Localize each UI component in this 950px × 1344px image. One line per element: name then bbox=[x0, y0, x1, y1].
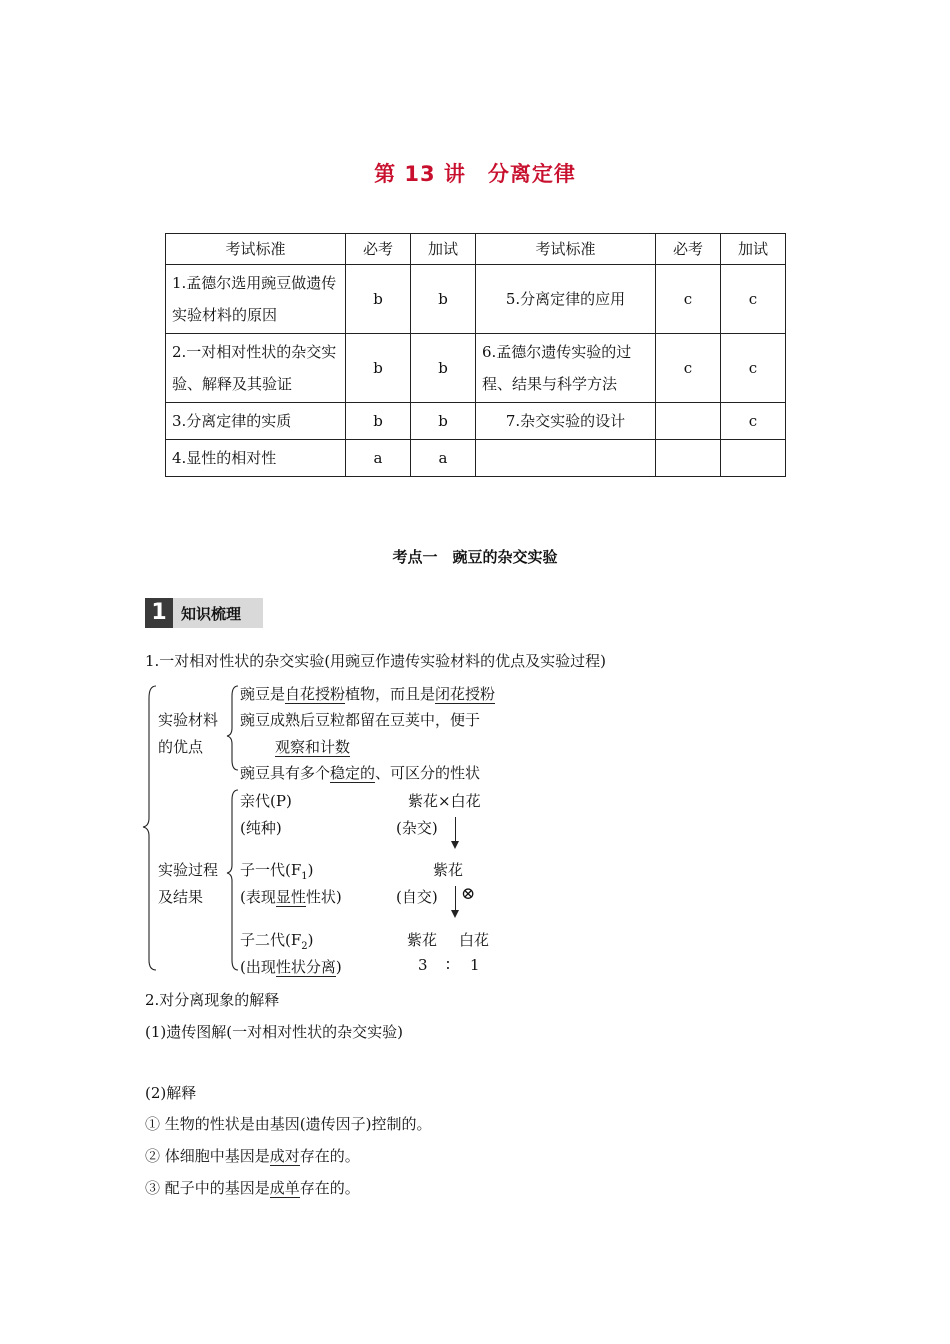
badge-label: 知识梳理 bbox=[181, 604, 242, 623]
table-header: 加试 bbox=[721, 234, 786, 265]
fill-blank: 闭花授粉 bbox=[435, 685, 496, 703]
table-cell: c bbox=[656, 265, 721, 334]
f2-purple: 紫花 bbox=[407, 931, 438, 949]
table-cell: 1.孟德尔选用豌豆做遗传实验材料的原因 bbox=[166, 265, 346, 334]
explanation-3: ③ 配子中的基因是成单存在的。 bbox=[145, 1179, 360, 1197]
table-cell bbox=[656, 440, 721, 477]
f1-result: 紫花 bbox=[433, 861, 464, 879]
table-cell: c bbox=[721, 334, 786, 403]
parent-note: (纯种) bbox=[240, 819, 282, 837]
table-cell: b bbox=[411, 265, 476, 334]
table-cell: c bbox=[721, 265, 786, 334]
advantage-2: 豌豆成熟后豆粒都留在豆荚中，便于 bbox=[240, 711, 481, 729]
exam-standards-table bbox=[165, 233, 786, 477]
badge-number: 1 bbox=[145, 598, 173, 628]
table-cell bbox=[476, 440, 656, 477]
table-cell: b bbox=[411, 334, 476, 403]
table-cell: 3.分离定律的实质 bbox=[166, 403, 346, 440]
table-header: 必考 bbox=[656, 234, 721, 265]
table-header: 考试标准 bbox=[166, 234, 346, 265]
process-label-line1: 实验过程 bbox=[158, 861, 219, 879]
selfing-symbol-icon: ⊗ bbox=[461, 884, 476, 904]
f2-note: (出现性状分离) bbox=[240, 958, 342, 976]
table-header: 加试 bbox=[411, 234, 476, 265]
fill-blank: 性状分离 bbox=[275, 958, 336, 976]
fill-blank: 稳定的 bbox=[330, 764, 376, 782]
parent-cross: 紫花×白花 bbox=[408, 792, 481, 810]
f2-label: 子二代$(F_2)$ bbox=[240, 931, 314, 952]
table-header-row bbox=[166, 234, 786, 265]
f1-note: (表现显性性状) bbox=[240, 888, 342, 906]
table-cell: 6.孟德尔遗传实验的过程、结果与科学方法 bbox=[476, 334, 656, 403]
advantage-3: 豌豆具有多个稳定的、可区分的性状 bbox=[240, 764, 481, 782]
process-label-line2: 及结果 bbox=[158, 888, 204, 906]
cross-operation: (杂交) bbox=[396, 819, 438, 837]
table-cell: 2.一对相对性状的杂交实验、解释及其验证 bbox=[166, 334, 346, 403]
table-cell: a bbox=[411, 440, 476, 477]
table-cell: 5.分离定律的应用 bbox=[476, 265, 656, 334]
page-title: 第 13 讲 分离定律 bbox=[374, 162, 576, 186]
arrow-down-icon bbox=[455, 817, 456, 847]
knowledge-badge bbox=[145, 598, 263, 628]
advantages-label-line1: 实验材料 bbox=[158, 711, 219, 729]
ratio-3: 3 bbox=[418, 956, 428, 974]
process-brace bbox=[227, 790, 238, 970]
item-1-heading: 1.一对相对性状的杂交实验(用豌豆作遗传实验材料的优点及实验过程) bbox=[145, 652, 607, 670]
item-2-1: (1)遗传图解(一对相对性状的杂交实验) bbox=[145, 1023, 403, 1041]
ratio-1: 1 bbox=[470, 956, 480, 974]
item-2-heading: 2.对分离现象的解释 bbox=[145, 991, 280, 1009]
table-header: 必考 bbox=[346, 234, 411, 265]
advantages-label-line2: 的优点 bbox=[158, 738, 204, 756]
table-row bbox=[166, 265, 786, 334]
table-row bbox=[166, 440, 786, 477]
ratio-colon: ∶ bbox=[446, 956, 450, 974]
table-cell: b bbox=[346, 334, 411, 403]
table-cell: b bbox=[346, 403, 411, 440]
item-2-2: (2)解释 bbox=[145, 1084, 197, 1102]
f2-white: 白花 bbox=[459, 931, 490, 949]
table-row bbox=[166, 403, 786, 440]
table-header: 考试标准 bbox=[476, 234, 656, 265]
table-cell bbox=[721, 440, 786, 477]
fill-blank: 显性 bbox=[275, 888, 306, 906]
self-operation: (自交) bbox=[396, 888, 438, 906]
parent-label: 亲代(P) bbox=[240, 792, 292, 810]
f1-label: 子一代$(F_1)$ bbox=[240, 861, 314, 882]
advantages-brace bbox=[227, 686, 238, 770]
fill-blank: 观察和计数 bbox=[275, 738, 351, 756]
section-heading: 考点一 豌豆的杂交实验 bbox=[392, 548, 558, 566]
fill-blank: 成对 bbox=[269, 1147, 300, 1165]
outer-brace bbox=[143, 686, 156, 970]
table-cell: b bbox=[346, 265, 411, 334]
table-row bbox=[166, 334, 786, 403]
arrow-down-icon bbox=[455, 886, 456, 916]
table-cell bbox=[656, 403, 721, 440]
explanation-1: ① 生物的性状是由基因(遗传因子)控制的。 bbox=[145, 1115, 432, 1133]
fill-blank: 成单 bbox=[269, 1179, 300, 1197]
table-cell: a bbox=[346, 440, 411, 477]
advantage-1: 豌豆是自花授粉植物，而且是闭花授粉 bbox=[240, 685, 496, 703]
table-cell: c bbox=[721, 403, 786, 440]
table-cell: c bbox=[656, 334, 721, 403]
table-cell: 7.杂交实验的设计 bbox=[476, 403, 656, 440]
table-cell: b bbox=[411, 403, 476, 440]
fill-blank: 自花授粉 bbox=[285, 685, 346, 703]
table-cell: 4.显性的相对性 bbox=[166, 440, 346, 477]
advantage-2-blank bbox=[275, 736, 350, 757]
explanation-2: ② 体细胞中基因是成对存在的。 bbox=[145, 1147, 360, 1165]
